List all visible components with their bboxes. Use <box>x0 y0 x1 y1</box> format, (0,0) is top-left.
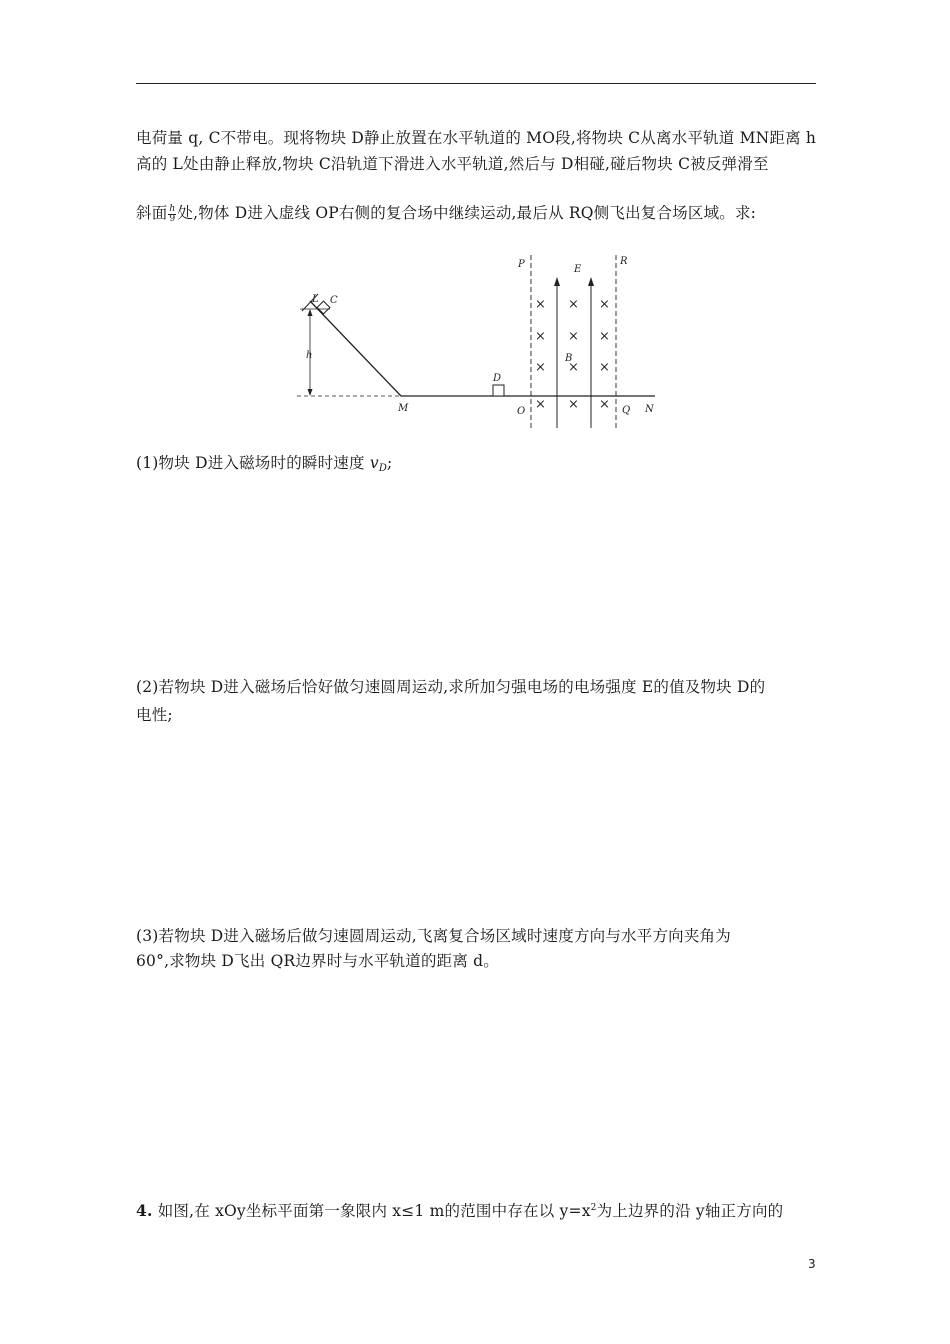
q1-end: ; <box>387 454 393 472</box>
label-p: P <box>518 259 525 270</box>
cross: × <box>535 360 546 375</box>
physics-figure <box>0 0 950 440</box>
height-arrow-down <box>308 389 313 396</box>
problem3-line1: 电荷量 q, C不带电。现将物块 D静止放置在水平轨道的 MO段,将物块 C从离水平轨道 MN距离 h <box>136 129 817 147</box>
label-c: C <box>330 295 338 306</box>
label-d: D <box>493 373 502 384</box>
problem4-number: 4. <box>136 1201 153 1220</box>
q1-subscript: D <box>378 463 388 474</box>
cross: × <box>535 297 546 312</box>
cross: × <box>535 397 546 412</box>
label-e: E <box>574 264 582 275</box>
label-m: M <box>398 403 409 414</box>
block-d <box>493 385 504 396</box>
problem4-text-b: 为上边界的沿 y轴正方向的 <box>596 1202 784 1220</box>
question-3-line2: 60°,求物块 D飞出 QR边界时与水平轨道的距离 d。 <box>136 952 500 970</box>
line3-start: 斜面 <box>136 204 168 222</box>
cross: × <box>535 329 546 344</box>
line3-end: 处,物体 D进入虚线 OP右侧的复合场中继续运动,最后从 RQ侧飞出复合场区域。求: <box>177 204 757 222</box>
problem3-line2: 高的 L处由静止释放,物块 C沿轨道下滑进入水平轨道,然后与 D相碰,碰后物块 C被反弹滑至 <box>136 155 769 173</box>
label-h: h <box>306 350 313 361</box>
cross: × <box>599 397 610 412</box>
question-2-line1: (2)若物块 D进入磁场后恰好做匀速圆周运动,求所加匀强电场的电场强度 E的值及物块 D的 <box>136 678 766 696</box>
magnetic-field-crosses <box>535 297 610 412</box>
q1-var: v <box>369 454 379 472</box>
page-number: 3 <box>808 1257 816 1271</box>
problem4-text-a: 如图,在 xOy坐标平面第一象限内 x≤1 m的范围中存在以 y=x <box>152 1202 591 1220</box>
height-arrow-up <box>308 309 313 316</box>
label-o: O <box>517 406 526 417</box>
cross: × <box>599 360 610 375</box>
question-2-line2: 电性; <box>136 706 173 724</box>
q1-text: (1)物块 D进入磁场时的瞬时速度 <box>136 454 370 472</box>
block-c <box>317 301 330 314</box>
problem4-superscript: 2 <box>590 1203 597 1213</box>
cross: × <box>568 397 579 412</box>
e-field-arrow-2 <box>588 277 594 286</box>
label-b: B <box>565 353 573 364</box>
problem4-line1 <box>136 1195 818 1224</box>
label-r: R <box>620 256 628 267</box>
label-q: Q <box>622 405 631 416</box>
label-l: L <box>312 294 319 305</box>
incline-line <box>310 301 401 396</box>
cross: × <box>599 297 610 312</box>
cross: × <box>568 297 579 312</box>
fraction-numerator: h <box>169 203 176 214</box>
cross: × <box>568 360 579 375</box>
cross: × <box>568 329 579 344</box>
fraction-denominator: 9 <box>169 213 176 224</box>
label-n: N <box>645 404 654 415</box>
cross: × <box>599 329 610 344</box>
e-field-arrow-1 <box>554 277 560 286</box>
question-3-line1: (3)若物块 D进入磁场后做匀速圆周运动,飞离复合场区域时速度方向与水平方向夹角为 <box>136 927 731 945</box>
question-1 <box>136 450 818 482</box>
